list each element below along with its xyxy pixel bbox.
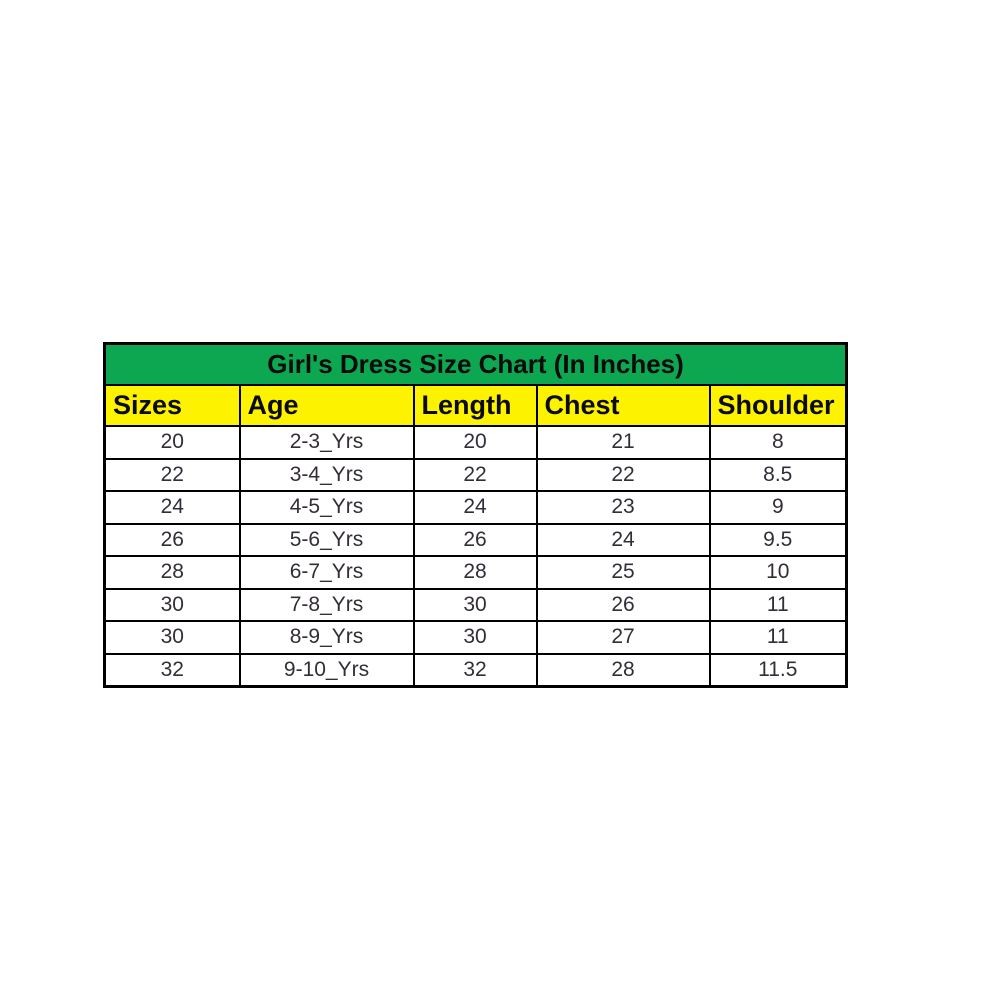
column-header-age: Age — [240, 385, 414, 426]
size-chart-table — [103, 342, 848, 688]
cell-shoulder: 11.5 — [710, 654, 847, 687]
cell-shoulder: 11 — [710, 589, 847, 622]
cell-sizes: 32 — [105, 654, 240, 687]
cell-sizes: 30 — [105, 589, 240, 622]
table-row — [105, 556, 847, 589]
title-row — [105, 344, 847, 386]
table-row — [105, 621, 847, 654]
cell-chest: 26 — [537, 589, 710, 622]
column-header-sizes: Sizes — [105, 385, 240, 426]
cell-sizes: 20 — [105, 426, 240, 459]
cell-sizes: 28 — [105, 556, 240, 589]
cell-chest: 28 — [537, 654, 710, 687]
table-row — [105, 426, 847, 459]
cell-length: 24 — [414, 491, 537, 524]
cell-length: 28 — [414, 556, 537, 589]
table-row — [105, 459, 847, 492]
table-row — [105, 524, 847, 557]
cell-shoulder: 8 — [710, 426, 847, 459]
cell-age: 6-7_Yrs — [240, 556, 414, 589]
column-header-row — [105, 385, 847, 426]
cell-age: 3-4_Yrs — [240, 459, 414, 492]
cell-shoulder: 10 — [710, 556, 847, 589]
cell-sizes: 30 — [105, 621, 240, 654]
table-row — [105, 491, 847, 524]
cell-age: 5-6_Yrs — [240, 524, 414, 557]
cell-chest: 24 — [537, 524, 710, 557]
cell-chest: 22 — [537, 459, 710, 492]
cell-length: 26 — [414, 524, 537, 557]
column-header-shoulder: Shoulder — [710, 385, 847, 426]
cell-sizes: 24 — [105, 491, 240, 524]
cell-chest: 25 — [537, 556, 710, 589]
cell-sizes: 22 — [105, 459, 240, 492]
cell-length: 30 — [414, 589, 537, 622]
cell-chest: 27 — [537, 621, 710, 654]
cell-age: 4-5_Yrs — [240, 491, 414, 524]
cell-shoulder: 9.5 — [710, 524, 847, 557]
cell-age: 2-3_Yrs — [240, 426, 414, 459]
cell-shoulder: 9 — [710, 491, 847, 524]
column-header-length: Length — [414, 385, 537, 426]
cell-age: 8-9_Yrs — [240, 621, 414, 654]
cell-shoulder: 8.5 — [710, 459, 847, 492]
cell-shoulder: 11 — [710, 621, 847, 654]
cell-length: 30 — [414, 621, 537, 654]
cell-age: 9-10_Yrs — [240, 654, 414, 687]
table-row — [105, 589, 847, 622]
cell-age: 7-8_Yrs — [240, 589, 414, 622]
cell-length: 22 — [414, 459, 537, 492]
cell-chest: 21 — [537, 426, 710, 459]
column-header-chest: Chest — [537, 385, 710, 426]
table-title: Girl's Dress Size Chart (In Inches) — [105, 344, 847, 386]
cell-length: 32 — [414, 654, 537, 687]
cell-length: 20 — [414, 426, 537, 459]
cell-sizes: 26 — [105, 524, 240, 557]
table-row — [105, 654, 847, 687]
cell-chest: 23 — [537, 491, 710, 524]
